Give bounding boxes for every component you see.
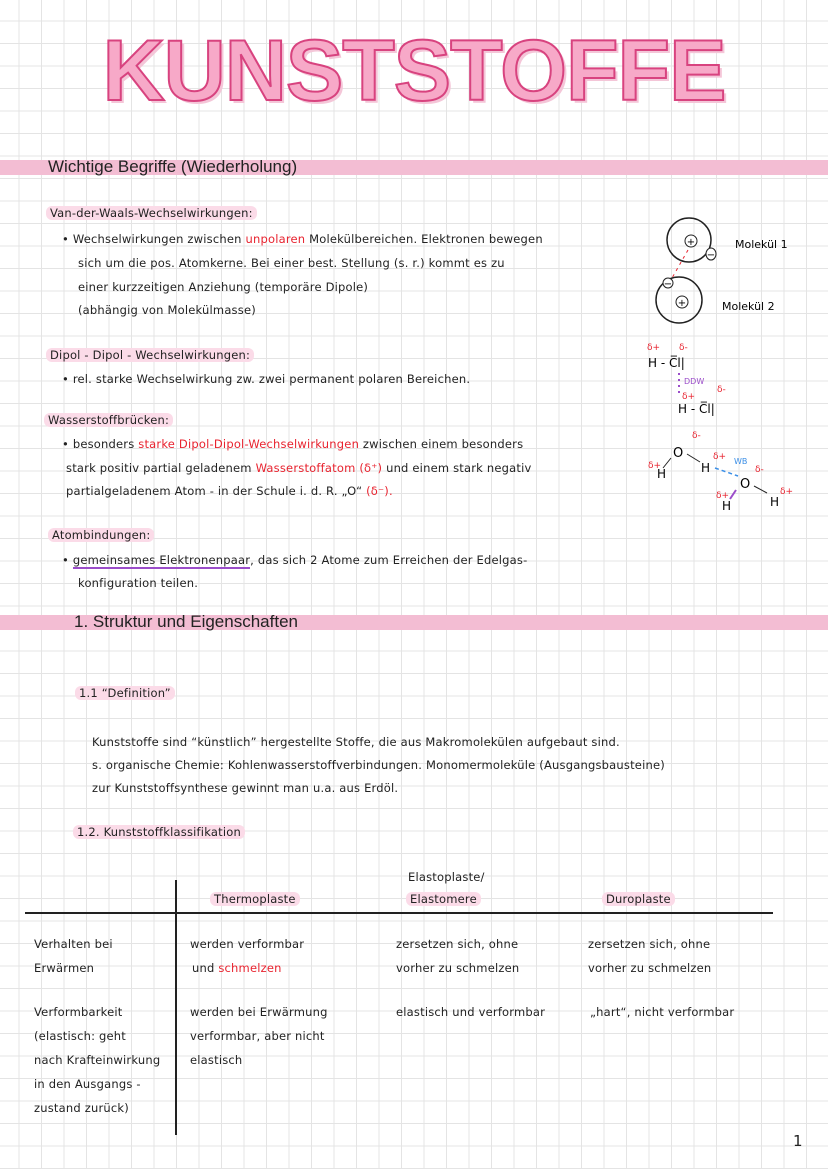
hcl-molecule-1: H - C̅l| <box>648 356 685 370</box>
definition-line: zur Kunststoffsynthese gewinnt man u.a. aus Erdöl. <box>92 781 399 795</box>
section-heading-wichtige-begriffe: Wichtige Begriffe (Wiederholung) <box>48 157 298 176</box>
table-header: Duroplaste <box>602 892 675 906</box>
table-cell: vorher zu schmelzen <box>588 961 712 975</box>
table-cell: zersetzen sich, ohne <box>396 937 519 951</box>
definition-heading: 1.1 “Definition” <box>75 686 175 700</box>
table-header: Elastomere <box>406 892 481 906</box>
table-divider-horizontal <box>25 912 773 914</box>
svg-text:δ-: δ- <box>755 465 764 475</box>
wb-label: WB <box>734 457 748 466</box>
hcl-molecule-2: H - C̅l| <box>678 402 715 416</box>
table-row-label: Verformbarkeit <box>34 1005 123 1019</box>
page-title: KUNSTSTOFFE <box>102 23 726 119</box>
svg-text:δ-: δ- <box>692 431 701 441</box>
svg-text:O: O <box>740 477 751 492</box>
svg-text:δ+: δ+ <box>780 487 794 497</box>
table-cell: werden verformbar <box>190 937 305 951</box>
svg-text:+: + <box>677 298 687 309</box>
table-cell: verformbar, aber nicht <box>190 1029 325 1043</box>
table-cell: zersetzen sich, ohne <box>588 937 711 951</box>
molecule-diagram <box>630 210 828 520</box>
ddw-heading: Dipol - Dipol - Wechselwirkungen: <box>46 348 254 362</box>
ddw-line: • rel. starke Wechselwirkung zw. zwei permanent polaren Bereichen. <box>62 372 471 386</box>
table-cell: werden bei Erwärmung <box>190 1005 328 1019</box>
molecule-1-label: Molekül 1 <box>735 238 788 251</box>
svg-text:δ+: δ+ <box>682 392 696 402</box>
table-row-label: nach Krafteinwirkung <box>34 1053 161 1067</box>
vdw-line: • Wechselwirkungen zwischen unpolaren Molekülbereichen. Elektronen bewegen <box>62 232 543 246</box>
hb-heading: Wasserstoffbrücken: <box>44 413 173 427</box>
table-cell: und schmelzen <box>192 961 282 975</box>
table-header: Thermoplaste <box>210 892 300 906</box>
svg-text:H: H <box>657 467 667 481</box>
table-row-label: Verhalten bei <box>34 937 113 951</box>
svg-text:δ-: δ- <box>717 385 726 395</box>
vdw-line: einer kurzzeitigen Anziehung (temporäre Dipole) <box>78 280 369 294</box>
table-row-label: Erwärmen <box>34 961 95 975</box>
definition-line: Kunststoffe sind “künstlich” hergestellte Stoffe, die aus Makromolekülen aufgebaut sind. <box>92 735 620 749</box>
table-row-label: zustand zurück) <box>34 1101 129 1115</box>
svg-text:δ-: δ- <box>679 343 688 353</box>
attraction-line <box>672 250 688 278</box>
table-cell: elastisch und verformbar <box>396 1005 546 1019</box>
section-heading-struktur: 1. Struktur und Eigenschaften <box>74 612 298 631</box>
table-row-label: in den Ausgangs - <box>34 1077 141 1091</box>
svg-text:−: − <box>706 250 716 261</box>
table-header: Elastoplaste/ <box>408 870 485 884</box>
molecule-2-label: Molekül 2 <box>722 300 775 313</box>
vdw-line: (abhängig von Molekülmasse) <box>78 303 256 317</box>
svg-text:−: − <box>663 279 673 290</box>
table-row-label: (elastisch: geht <box>34 1029 127 1043</box>
ab-heading: Atombindungen: <box>48 528 154 542</box>
ab-line: • gemeinsames Elektronenpaar, das sich 2 Atome zum Erreichen der Edelgas- <box>62 553 528 567</box>
vdw-line: sich um die pos. Atomkerne. Bei einer best. Stellung (s. r.) kommt es zu <box>78 256 505 270</box>
hb-line: • besonders starke Dipol-Dipol-Wechselwirkungen zwischen einem besonders <box>62 437 524 451</box>
table-cell: „hart“, nicht verformbar <box>590 1005 735 1019</box>
svg-text:δ+: δ+ <box>713 452 727 462</box>
definition-line: s. organische Chemie: Kohlenwasserstoffverbindungen. Monomermoleküle (Ausgangsbausteine) <box>92 758 665 772</box>
table-divider-vertical <box>175 880 177 1135</box>
svg-text:δ+: δ+ <box>716 491 730 501</box>
svg-text:H: H <box>701 461 711 475</box>
hb-line: partialgeladenem Atom - in der Schule i. d. R. „O“ (δ⁻). <box>66 484 393 498</box>
svg-text:H: H <box>722 499 732 513</box>
table-cell: elastisch <box>190 1053 243 1067</box>
page-number: 1 <box>793 1132 803 1150</box>
svg-text:+: + <box>686 237 696 248</box>
table-cell: vorher zu schmelzen <box>396 961 520 975</box>
ab-line: konfiguration teilen. <box>78 576 199 590</box>
hb-line: stark positiv partial geladenem Wasserstoffatom (δ⁺) und einem stark negativ <box>66 461 532 475</box>
svg-text:δ+: δ+ <box>647 343 661 353</box>
svg-text:O: O <box>673 446 684 461</box>
vdw-heading: Van-der-Waals-Wechselwirkungen: <box>46 206 257 220</box>
svg-text:δ+: δ+ <box>648 461 662 471</box>
klassifikation-heading: 1.2. Kunststoffklassifikation <box>73 825 245 839</box>
svg-text:H: H <box>770 495 780 509</box>
ddw-label: DDW <box>684 377 705 386</box>
